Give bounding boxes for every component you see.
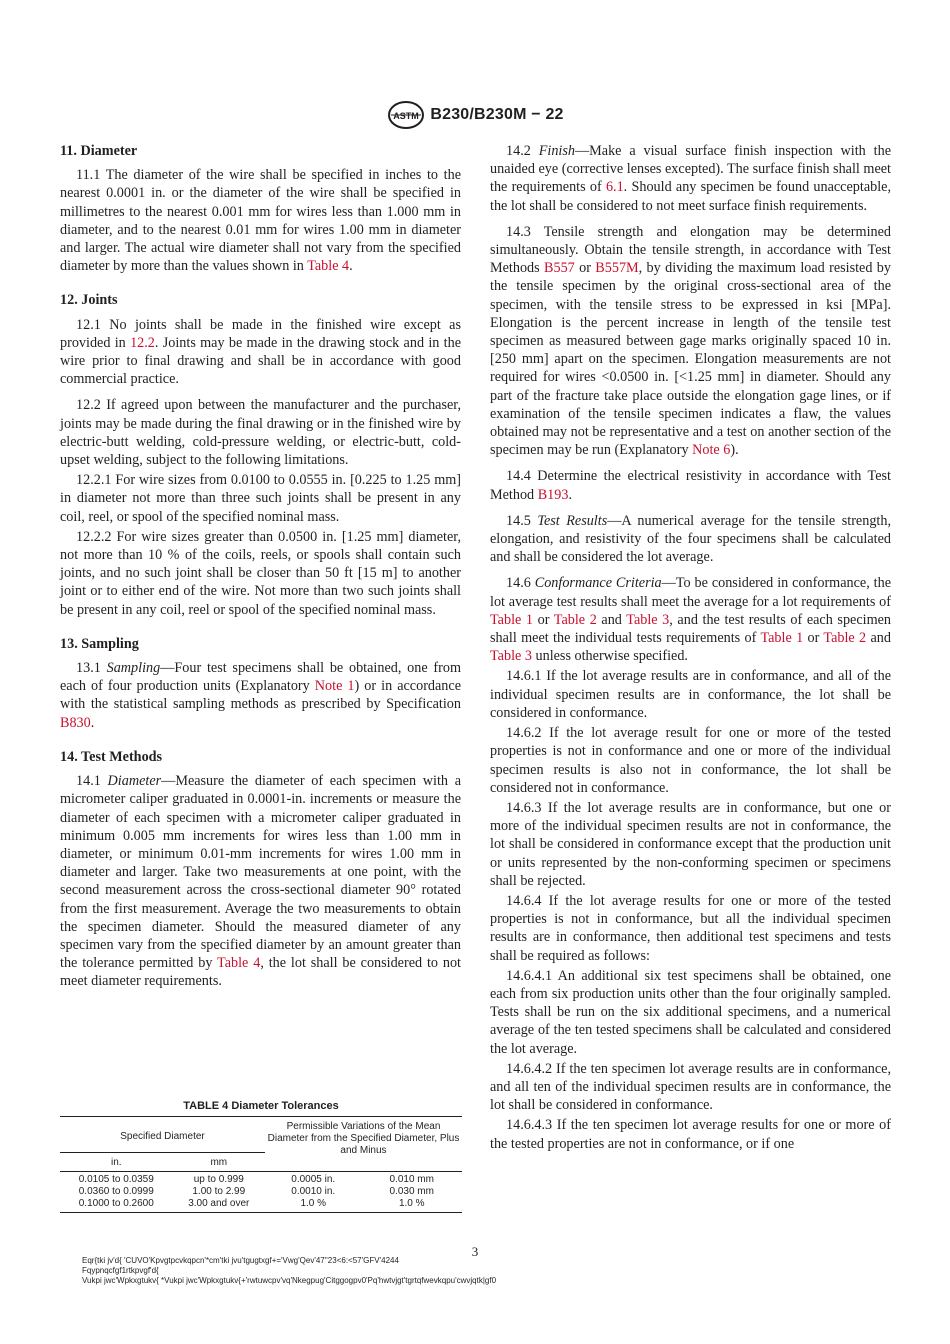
table-2-link[interactable]: Table 2: [553, 611, 597, 628]
paragraph-14-1: 14.1 Diameter—Measure the diameter of each specimen with a micrometer caliper graduated in 0.0001-in. increments or measure the diameter of each specimen with a micrometer caliper graduated in minimum 0.005 mm increments for wires less than 1.00 mm in diameter, or minimum 0.01-mm increments for wires 1.00 mm in diameter and larger. Take two measurements at one point, with the second measurement across the cross-sectional diameter 90° rotated from the first measurement. Average the two measurements to obtain the specimen diameter. Should the measured diameter of any specimen vary from the specified diameter by an amount greater than the tolerance permitted by Table 4, the lot shall be considered to not meet diameter requirements.: [60, 773, 461, 990]
paragraph-14-2: 14.2 Finish—Make a visual surface finish inspection with the unaided eye (corrective lenses excepted). The surface finish shall meet the requirements of 6.1. Should any specimen be found unacceptable, the lot shall be considered to not meet surface finish requirements.: [490, 143, 891, 214]
paragraph-14-6-4-3: 14.6.4.3 If the ten specimen lot average results for one or more of the tested properties are not in conformance, or if one: [490, 1117, 891, 1152]
paragraph-14-5: 14.5 Test Results—A numerical average for the tensile strength, elongation, and resistivity of the four specimens shall be calculated and shall be considered the lot average.: [490, 512, 891, 566]
header-permissible-variations: Permissible Variations of the Mean Diameter from the Specified Diameter, Plus and Minus: [267, 1121, 460, 1156]
table-row: 0.0105 to 0.0359 up to 0.999 0.0005 in. 0.010 mm: [78, 1174, 434, 1185]
section-12-2-link[interactable]: 12.2: [130, 334, 155, 351]
b193-link[interactable]: B193: [537, 486, 569, 503]
section-13-heading: 13. Sampling: [60, 635, 139, 652]
table-4-title: TABLE 4 Diameter Tolerances: [183, 1100, 339, 1112]
paragraph-13-1: 13.1 Sampling—Four test specimens shall be obtained, one from each of four production units (Explanatory Note 1) or in accordance with the statistical sampling methods as prescribed by Specification B830.: [60, 660, 461, 731]
note-1-link[interactable]: Note 1: [314, 678, 355, 695]
paragraph-14-6: 14.6 Conformance Criteria—To be considered in conformance, the lot average test results shall meet the average for a lot requirements of Table 1 or Table 2 and Table 3, and the test results of each specimen shall meet the individual tests requirements of Table 1 or Table 2 and Table 3 unless otherwise specified.: [490, 575, 892, 665]
paragraph-14-6-3: 14.6.3 If the lot average results are in conformance, but one or more of the individual specimen results are not in conformance, the lot shall be considered in conformance except that the production unit or units represented by the non-conforming specimen or specimens shall be rejected.: [490, 799, 891, 889]
table-3-link[interactable]: Table 3: [490, 648, 532, 665]
table-row: 0.1000 to 0.2600 3.00 and over 1.0 % 1.0 %: [60, 1198, 462, 1213]
paragraph-11-1: 11.1 The diameter of the wire shall be specified in inches to the nearest 0.0001 in. or the diameter of the wire shall be specified in millimetres to the nearest 0.001 mm for wires less than 1.000 mm in diameter, and to the nearest 0.01 mm for wires 1.00 mm in diameter and larger. The actual wire diameter shall not vary from the specified diameter by more than the values shown in Table 4.: [60, 167, 461, 275]
paragraph-14-6-1: 14.6.1 If the lot average results are in conformance, and all of the individual specimen results are in conformance, the lot shall be considered in conformance.: [490, 668, 891, 721]
section-12-heading: 12. Joints: [60, 292, 118, 309]
section-14-heading: 14. Test Methods: [60, 748, 163, 765]
paragraph-14-4: 14.4 Determine the electrical resistivity in accordance with Test Method B193.: [490, 468, 891, 503]
table-3-link[interactable]: Table 3: [626, 611, 670, 628]
paragraph-12-2: 12.2 If agreed upon between the manufacturer and the purchaser, joints may be made during the final drawing or in the finished wire by electric-butt welding, cold-pressure welding, or electric-butt, cold-upset welding, subject to the following limitations.: [60, 397, 461, 469]
right-column: [490, 142, 891, 1155]
section-6-1-link[interactable]: 6.1: [605, 179, 624, 196]
table-2-link[interactable]: Table 2: [823, 630, 867, 647]
document-id: B230/B230M − 22: [430, 106, 564, 123]
header-specified-diameter: Specified Diameter: [120, 1130, 205, 1142]
b830-link[interactable]: B830: [60, 714, 91, 731]
header-unit-mm: mm: [210, 1157, 228, 1168]
paragraph-12-2-2: 12.2.2 For wire sizes greater than 0.0500 in. [1.25 mm] diameter, not more than 10 % of the coils, reels, or spools shall contain such joints, and no such joint shall be closer than 50 ft [15 m] to another joint or to either end of the wire. Not more than two such joints shall be present in any coil, reel or spool of the specified nominal mass.: [60, 528, 461, 618]
paragraph-14-3: 14.3 Tensile strength and elongation may be determined simultaneously. Obtain the tensile strength, in accordance with Test Methods B557 or B557M, by dividing the maximum load resisted by the tensile specimen by the original cross-sectional area of the specimen, with the tensile stress to be expressed in ksi [MPa]. Elongation is the percent increase in length of the tensile test specimen as measured between gage marks originally spaced 10 in. [250 mm] apart on the specimen. Elongation measurements are not required for wires <0.0500 in. [<1.25 mm] in diameter. Should any part of the fracture take place outside the elongation gage lines, or if examination of the tensile specimen indicates a flaw, the values obtained may not be representative and a test on another section of the specimen may be run (Explanatory Note 6).: [490, 223, 891, 459]
table-4-link[interactable]: Table 4: [307, 258, 350, 275]
b557m-link[interactable]: B557M: [595, 260, 639, 277]
page-number: 3: [471, 1244, 479, 1259]
table-4: [60, 1100, 462, 1213]
b557-link[interactable]: B557: [544, 260, 575, 277]
left-column: [60, 142, 461, 999]
paragraph-14-6-4: 14.6.4 If the lot average results for one or more of the tested properties is not in conformance, but all the individual specimen results are in conformance, then additional test specimens and tests shall be required as follows:: [490, 892, 891, 964]
footer-line-2: Fqypnqcfgf1rtkpvgf'd{: [82, 1266, 159, 1275]
paragraph-14-6-2: 14.6.2 If the lot average result for one or more of the tested properties is not in conformance and one or more of the individual specimen results is also not in conformance, the lot shall be considered not in conformance.: [490, 725, 891, 796]
paragraph-14-6-4-2: 14.6.4.2 If the ten specimen lot average results are in conformance, and all ten of the individual specimen results are in conformance, the lot shall be considered in conformance.: [490, 1060, 891, 1114]
table-4-link[interactable]: Table 4: [217, 955, 261, 972]
page-header: [0, 100, 950, 130]
paragraph-14-6-4-1: 14.6.4.1 An additional six test specimens shall be obtained, one each from six production units other than the four originally sampled. Tests shall be run on the six additional specimens, and a numerical average of the ten tested specimens shall be calculated and considered the lot average.: [490, 967, 891, 1057]
footer-line-1: Eqr{tki jv'd{ 'CUVO'Kpvgtpcvkqpcn'*cm'tki jvu'tgugtxgf+='Vwg'Qev'47''23<6:<57'GFV'4244: [82, 1256, 399, 1265]
paragraph-12-1: 12.1 No joints shall be made in the finished wire except as provided in 12.2. Joints may be made in the drawing stock and in the wire prior to final drawing and shall be in accordance with good commercial practice.: [60, 316, 461, 388]
note-6-link[interactable]: Note 6: [692, 442, 731, 459]
header-unit-in: in.: [110, 1157, 122, 1168]
paragraph-12-2-1: 12.2.1 For wire sizes from 0.0100 to 0.0555 in. [0.225 to 1.25 mm] in diameter not more than three such joints shall be present in any coil, reel, or spool of the specified nominal mass.: [60, 472, 461, 525]
footer-line-3: Vukpi jwc'Wpkxgtukv{ *Vukpi jwc'Wpkxgtukv{+'rwtuwcpv'vq'Nkegpug'Citggogpv0'Pq'hwtvjgt'tgrtqfwevkqpu'cwvjqtk|gf0: [82, 1276, 497, 1285]
svg-text:ASTM: ASTM: [393, 111, 420, 121]
section-11-heading: 11. Diameter: [60, 143, 138, 159]
table-1-link[interactable]: Table 1: [490, 611, 534, 628]
table-1-link[interactable]: Table 1: [760, 630, 804, 647]
table-row: 0.0360 to 0.0999 1.00 to 2.99 0.0010 in. 0.030 mm: [78, 1186, 434, 1197]
astm-logo-icon: [386, 100, 426, 130]
diameter-tolerance-table: [60, 1116, 462, 1213]
license-footer: [82, 1256, 496, 1286]
